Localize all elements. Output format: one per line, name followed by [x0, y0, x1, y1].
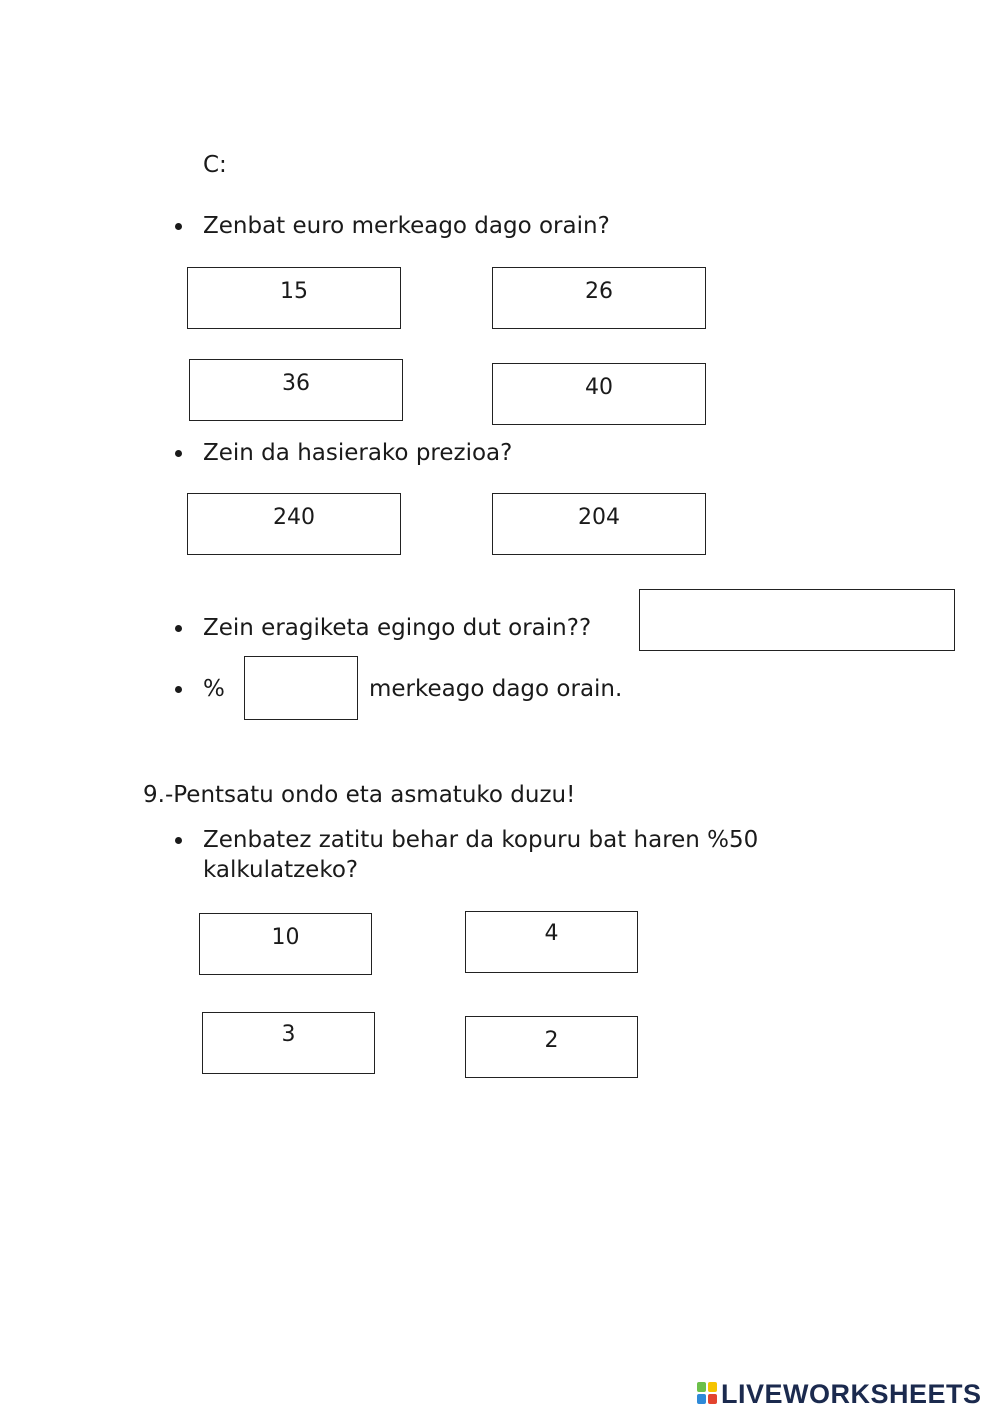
liveworksheets-mark-icon [697, 1382, 719, 1406]
bullet-icon [175, 625, 182, 632]
answer-option-15[interactable]: 15 [187, 267, 401, 329]
percent-answer-input[interactable] [244, 656, 358, 720]
answer-option-4[interactable]: 4 [465, 911, 638, 973]
answer-option-10[interactable]: 10 [199, 913, 372, 975]
liveworksheets-logo [697, 1378, 982, 1410]
answer-option-240[interactable]: 240 [187, 493, 401, 555]
liveworksheets-brand-text: LIVEWORKSHEETS [721, 1378, 982, 1409]
section-9-title: 9.-Pentsatu ondo eta asmatuko duzu! [143, 782, 576, 808]
answer-option-26[interactable]: 26 [492, 267, 706, 329]
bullet-icon [175, 450, 182, 457]
answer-option-40[interactable]: 40 [492, 363, 706, 425]
answer-option-2[interactable]: 2 [465, 1016, 638, 1078]
answer-option-3[interactable]: 3 [202, 1012, 375, 1074]
bullet-icon [175, 837, 182, 844]
bullet-icon [175, 223, 182, 230]
answer-option-36[interactable]: 36 [189, 359, 403, 421]
question-divide-line2: kalkulatzeko? [203, 857, 359, 883]
percent-sentence-suffix: merkeago dago orain. [369, 676, 623, 702]
percent-sign: % [203, 676, 225, 702]
question-initial-price: Zein da hasierako prezioa? [203, 440, 513, 466]
answer-option-204[interactable]: 204 [492, 493, 706, 555]
question-divide-line1: Zenbatez zatitu behar da kopuru bat haren %50 [203, 827, 759, 853]
bullet-icon [175, 686, 182, 693]
question-operation: Zein eragiketa egingo dut orain?? [203, 615, 592, 641]
section-c-label: C: [203, 152, 227, 178]
operation-answer-input[interactable] [639, 589, 955, 651]
question-cheaper-amount: Zenbat euro merkeago dago orain? [203, 213, 610, 239]
